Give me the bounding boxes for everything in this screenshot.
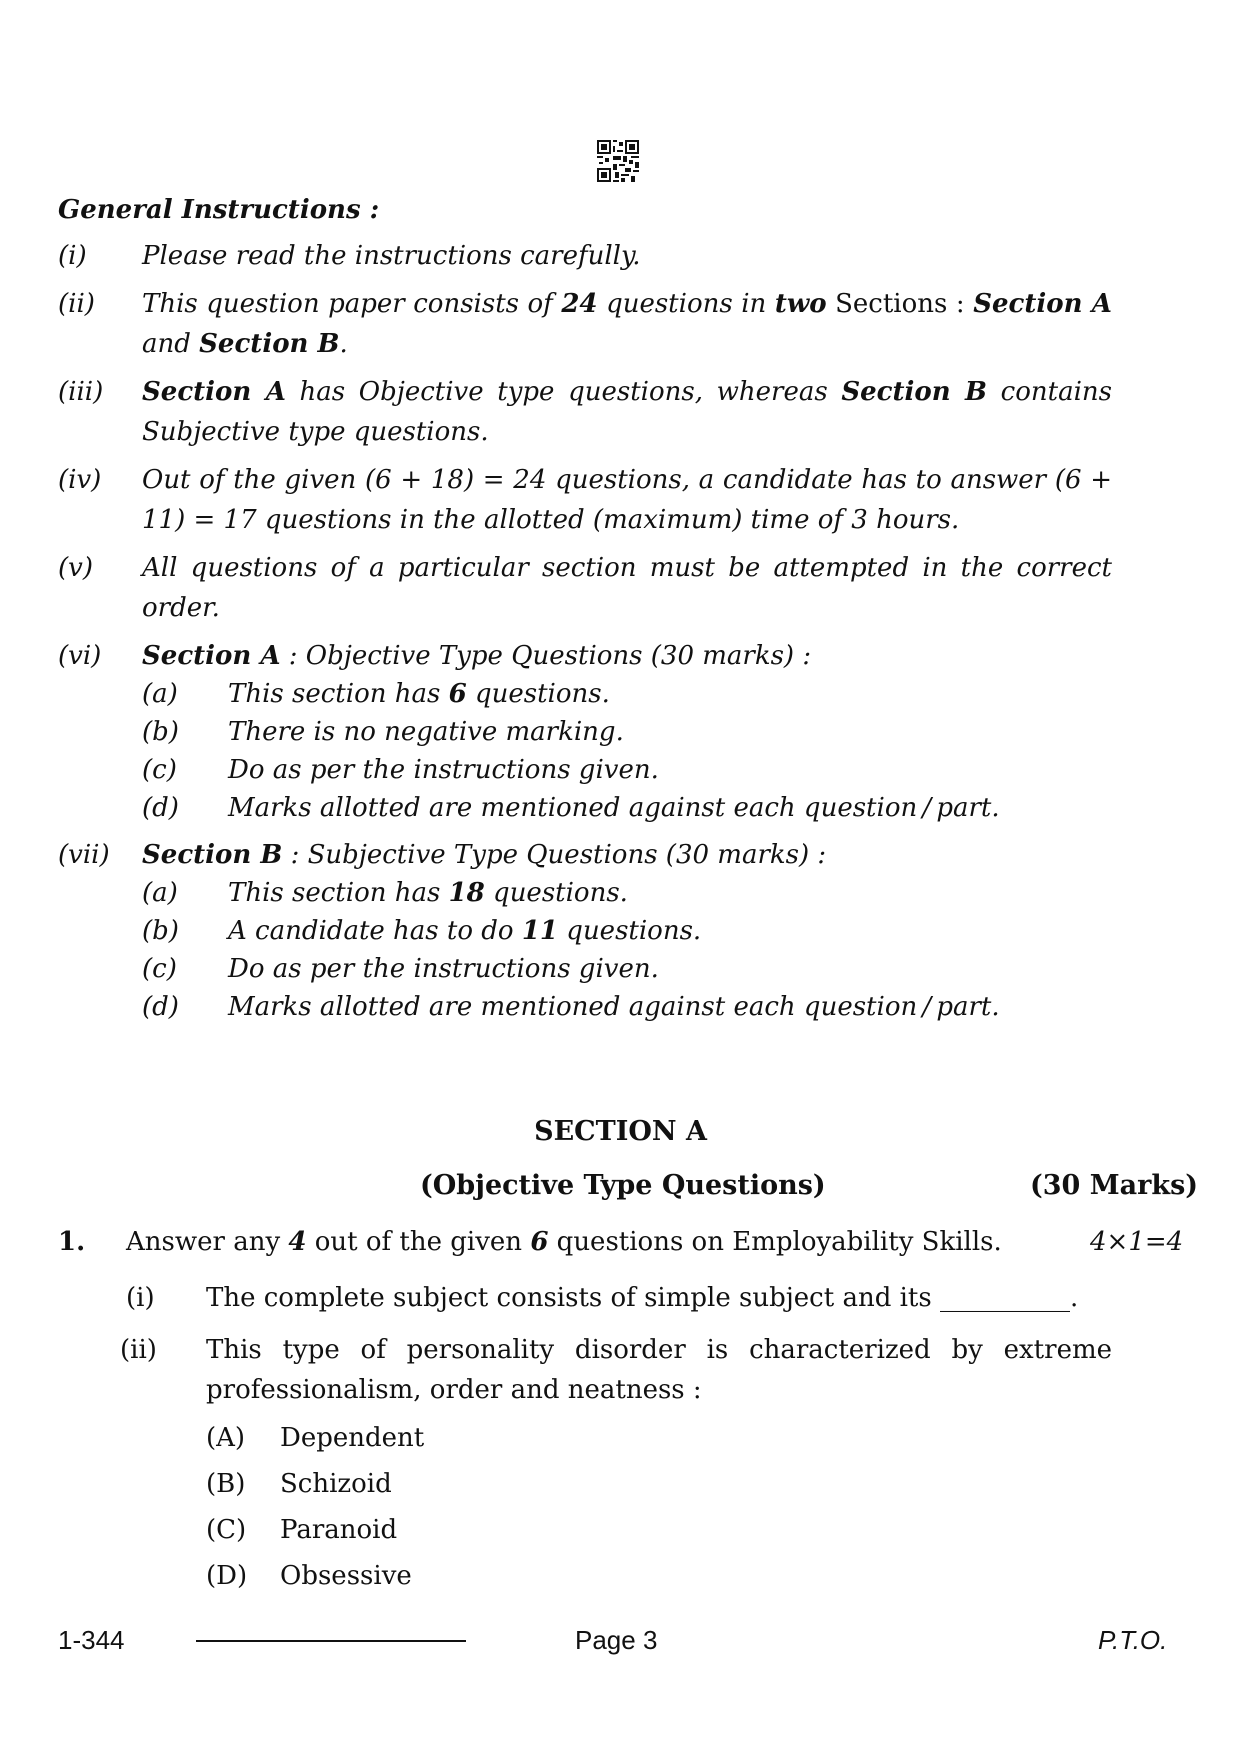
question-number: 1. bbox=[58, 1227, 86, 1257]
sub-item-text: Do as per the instructions given. bbox=[228, 755, 659, 785]
option-letter: (A) bbox=[206, 1423, 246, 1453]
sub-item-letter: (a) bbox=[142, 679, 178, 709]
part-number: (ii) bbox=[120, 1335, 157, 1365]
part-number: (i) bbox=[126, 1283, 155, 1313]
instruction-number: (vi) bbox=[58, 641, 102, 671]
instruction-number: (vii) bbox=[58, 840, 110, 870]
footer-divider bbox=[196, 1640, 466, 1642]
instruction-number: (ii) bbox=[58, 289, 95, 319]
instruction-number: (i) bbox=[58, 241, 87, 271]
paper-code: 1-344 bbox=[58, 1625, 125, 1655]
instruction-number: (iv) bbox=[58, 465, 102, 495]
option-letter: (D) bbox=[206, 1561, 248, 1591]
sub-item-letter: (a) bbox=[142, 878, 178, 908]
instruction-text: This question paper consists of 24 questions in two Sections : Section A and Section B. bbox=[142, 289, 1112, 359]
sub-item-letter: (c) bbox=[142, 954, 177, 984]
section-title: SECTION A bbox=[534, 1116, 707, 1147]
instructions-title: General Instructions : bbox=[58, 195, 380, 225]
instruction-number: (v) bbox=[58, 553, 93, 583]
sub-item-text: This section has 18 questions. bbox=[228, 878, 628, 908]
pto-label: P.T.O. bbox=[1098, 1625, 1168, 1655]
instruction-text: Please read the instructions carefully. bbox=[142, 241, 641, 271]
instruction-text: Section A has Objective type questions, whereas Section B contains Subjective type questions. bbox=[142, 377, 1112, 447]
option-text: Dependent bbox=[280, 1423, 425, 1453]
sub-item-letter: (d) bbox=[142, 992, 179, 1022]
option-text: Schizoid bbox=[280, 1469, 392, 1499]
instruction-text: All questions of a particular section must be attempted in the correct order. bbox=[142, 553, 1112, 623]
sub-item-text: There is no negative marking. bbox=[228, 717, 624, 747]
section-subtitle: (Objective Type Questions) bbox=[420, 1170, 826, 1201]
sub-item-text: Marks allotted are mentioned against each question / part. bbox=[228, 793, 1000, 823]
part-text: This type of personality disorder is characterized by extreme professionalism, order and neatness : bbox=[206, 1335, 1112, 1405]
instruction-text: Section A : Objective Type Questions (30 marks) : bbox=[142, 641, 812, 671]
sub-item-letter: (c) bbox=[142, 755, 177, 785]
instruction-text: Out of the given (6 + 18) = 24 questions, a candidate has to answer (6 + 11) = 17 questions in the allotted (maximum) time of 3 hours. bbox=[142, 465, 1112, 535]
question-marks: 4×1=4 bbox=[1090, 1227, 1184, 1257]
sub-item-letter: (b) bbox=[142, 717, 179, 747]
instruction-number: (iii) bbox=[58, 377, 104, 407]
question-text: Answer any 4 out of the given 6 questions on Employability Skills. bbox=[126, 1227, 1002, 1257]
sub-item-letter: (d) bbox=[142, 793, 179, 823]
sub-item-text: Marks allotted are mentioned against each question / part. bbox=[228, 992, 1000, 1022]
sub-item-text: A candidate has to do 11 questions. bbox=[228, 916, 702, 946]
part-text: The complete subject consists of simple subject and its __________. bbox=[206, 1283, 1079, 1313]
sub-item-text: Do as per the instructions given. bbox=[228, 954, 659, 984]
option-letter: (C) bbox=[206, 1515, 247, 1545]
sub-item-letter: (b) bbox=[142, 916, 179, 946]
instruction-text: Section B : Subjective Type Questions (30 marks) : bbox=[142, 840, 827, 870]
sub-item-text: This section has 6 questions. bbox=[228, 679, 610, 709]
qr-code-icon bbox=[597, 140, 639, 182]
section-marks: (30 Marks) bbox=[1030, 1170, 1199, 1201]
page-number: Page 3 bbox=[575, 1625, 658, 1655]
option-letter: (B) bbox=[206, 1469, 246, 1499]
option-text: Obsessive bbox=[280, 1561, 412, 1591]
option-text: Paranoid bbox=[280, 1515, 398, 1545]
